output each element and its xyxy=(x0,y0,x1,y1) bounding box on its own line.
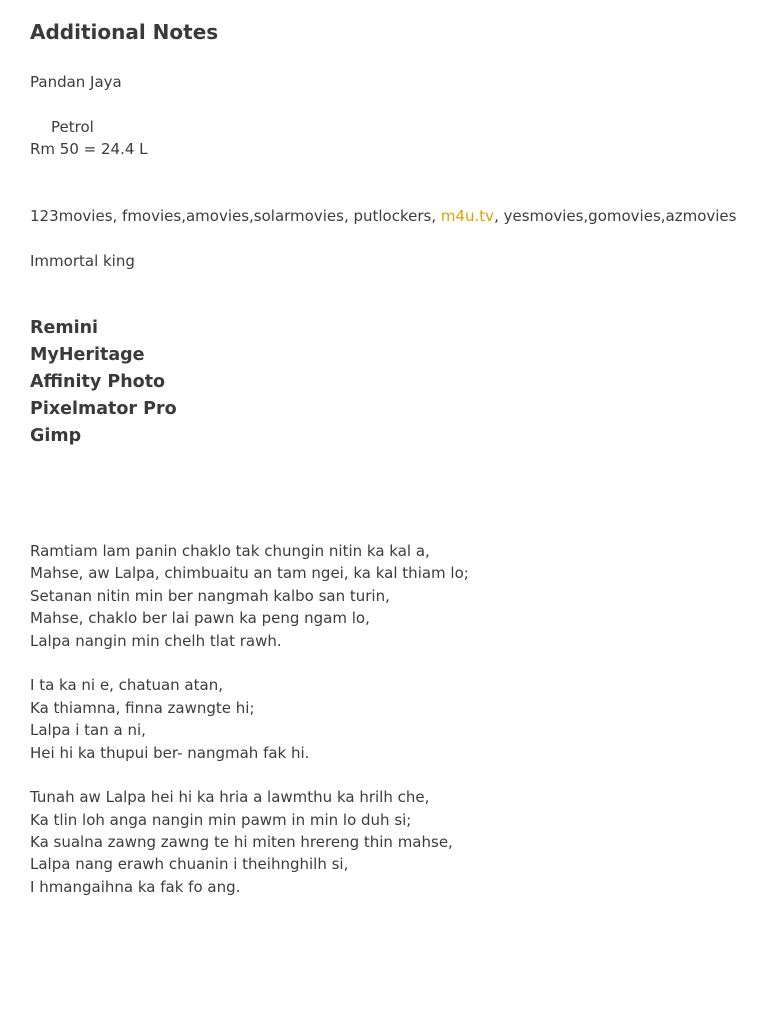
poem-line: I ta ka ni e, chatuan atan, xyxy=(30,676,223,695)
app-item-gimp: Gimp xyxy=(30,426,82,446)
fuel-label: Petrol xyxy=(51,118,94,136)
stanza-gap xyxy=(30,652,469,674)
poem-line: Lalpa nang erawh chuanin i theihnghilh si, xyxy=(30,855,349,874)
app-item-remini: Remini xyxy=(30,318,99,338)
poem-line: Setanan nitin min ber nangmah kalbo san turin, xyxy=(30,586,390,605)
poem-line: Lalpa i tan a ni, xyxy=(30,721,146,740)
poem-line: Ka thiamna, finna zawngte hi; xyxy=(30,698,255,717)
poem-line: Ka tlin loh anga nangin min pawm in min lo duh si; xyxy=(30,810,412,829)
app-item-affinity-photo: Affinity Photo xyxy=(30,372,166,392)
poem-line: Mahse, chaklo ber lai pawn ka peng ngam lo, xyxy=(30,609,370,628)
poem-line: Tunah aw Lalpa hei hi ka hria a lawmthu ka hrilh che, xyxy=(30,788,430,807)
stanza-gap xyxy=(30,764,469,786)
movie-sites-line xyxy=(30,205,736,227)
poem-line: Lalpa nangin min chelh tlat rawh. xyxy=(30,631,282,650)
movie-sites-before: 123movies, fmovies,amovies,solarmovies, putlockers, xyxy=(30,207,441,225)
location-text: Pandan Jaya xyxy=(30,73,122,91)
fuel-price: Rm 50 = 24.4 L xyxy=(30,140,148,158)
poem xyxy=(30,540,469,898)
app-item-myheritage: MyHeritage xyxy=(30,345,145,365)
poem-line: Mahse, aw Lalpa, chimbuaitu an tam ngei, ka kal thiam lo; xyxy=(30,564,469,583)
movie-site-link[interactable]: m4u.tv xyxy=(440,207,495,225)
poem-line: Hei hi ka thupui ber- nangmah fak hi. xyxy=(30,743,310,762)
show-title: Immortal king xyxy=(30,252,135,270)
app-item-pixelmator-pro: Pixelmator Pro xyxy=(30,399,177,419)
movie-sites-after: , yesmovies,gomovies,azmovies xyxy=(494,207,737,225)
poem-line: I hmangaihna ka fak fo ang. xyxy=(30,877,241,896)
poem-line: Ramtiam lam panin chaklo tak chungin nitin ka kal a, xyxy=(30,542,430,560)
note-title: Additional Notes xyxy=(30,20,219,44)
poem-line: Ka sualna zawng zawng te hi miten hrereng thin mahse, xyxy=(30,833,453,852)
